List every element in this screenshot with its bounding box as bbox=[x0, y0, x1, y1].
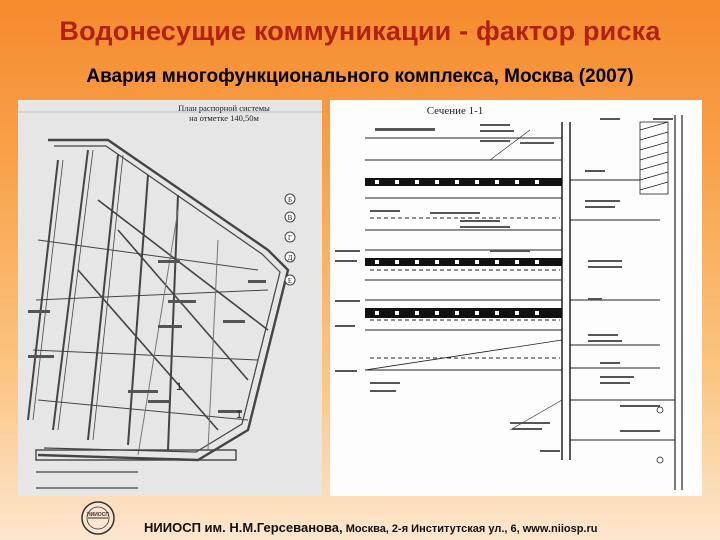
section-drawing-svg bbox=[330, 100, 702, 496]
axis-label: Д bbox=[287, 254, 293, 262]
footer-org: НИИОСП им. Н.М.Герсеванова, bbox=[144, 520, 343, 535]
footer-address: Москва, 2-я Институтская ул., 6, www.niiosp.ru bbox=[342, 523, 598, 535]
axis-label: Г bbox=[287, 234, 293, 242]
logo-text: НИИОСП bbox=[87, 512, 109, 518]
axis-label: В bbox=[287, 214, 293, 222]
section-drawing bbox=[330, 100, 702, 496]
axis-label: Б bbox=[287, 196, 293, 204]
plan-drawing-svg bbox=[18, 100, 322, 496]
axis-label: Е bbox=[287, 277, 293, 285]
slide-subtitle: Авария многофункционального комплекса, Москва (2007) bbox=[86, 66, 634, 87]
plan-caption-line2: на отметке 140,50м bbox=[189, 113, 259, 123]
section-mark: 1 bbox=[176, 381, 183, 393]
footer bbox=[144, 520, 597, 535]
section-mark: 1 bbox=[236, 409, 243, 421]
institute-logo bbox=[80, 500, 116, 536]
slide-title: Водонесущие коммуникации - фактор риска bbox=[59, 16, 661, 46]
section-caption: Сечение 1-1 bbox=[426, 105, 484, 117]
plan-caption-line1: План распорной системы bbox=[178, 103, 270, 113]
plan-drawing bbox=[18, 100, 322, 496]
